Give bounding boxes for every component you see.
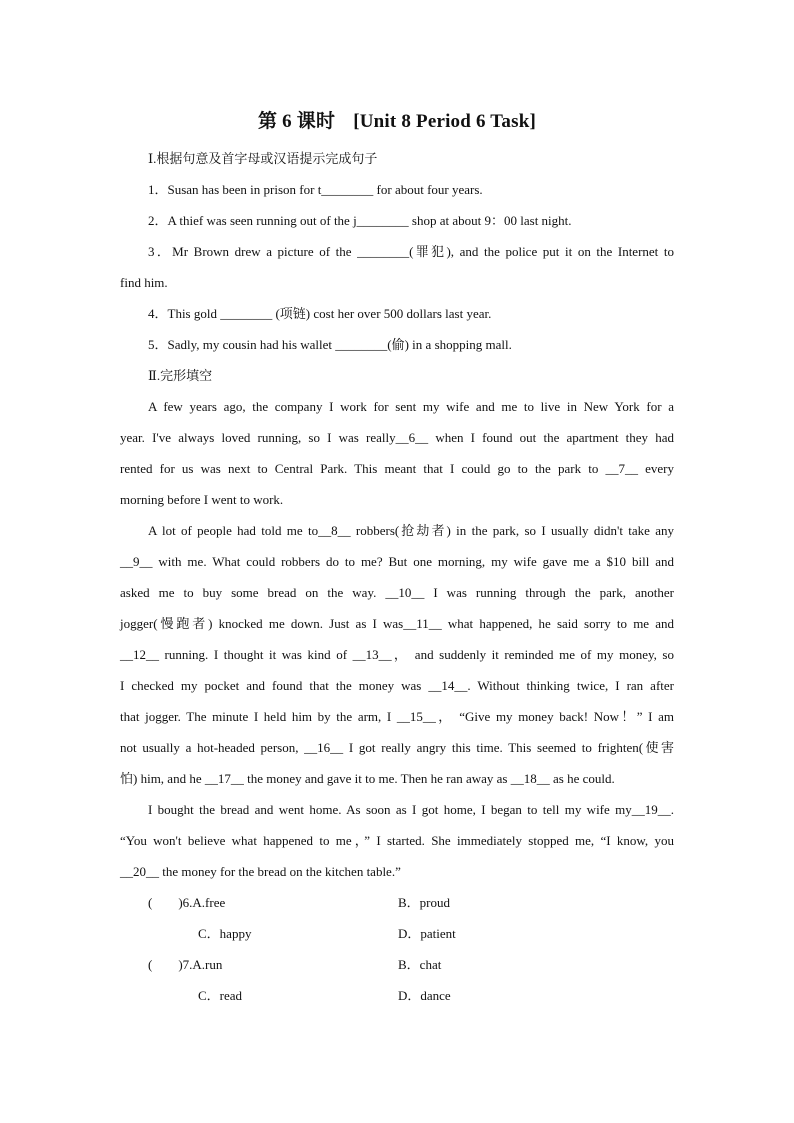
- page-title: [0, 106, 794, 133]
- passage-line: I checked my pocket and found that the money was __14__. Without thinking twice, I ran after: [120, 678, 674, 693]
- option-6b: B．proud: [398, 895, 451, 910]
- option-6a: ( )6.A.free: [148, 895, 226, 910]
- option-6c: C．happy: [198, 926, 252, 941]
- passage-line: rented for us was next to Central Park. This meant that I could go to the park to __7__ every: [120, 461, 674, 476]
- passage-line: jogger(慢跑者) knocked me down. Just as I was__11__ what happened, he said sorry to me and: [120, 616, 674, 631]
- option-row-7cd: [120, 980, 674, 1011]
- section1-heading: Ⅰ.根据句意及首字母或汉语提示完成句子: [148, 151, 378, 166]
- passage-line: 怕) him, and he __17__ the money and gave it to me. Then he ran away as __18__ as he could.: [120, 771, 615, 786]
- option-7c: C．read: [198, 988, 243, 1003]
- option-6d: D．patient: [398, 926, 456, 941]
- section1-item-4: 4．This gold ________ (项链) cost her over 500 dollars last year.: [148, 306, 492, 321]
- passage-line: __20__ the money for the bread on the kitchen table.”: [120, 864, 401, 879]
- option-7b: B．chat: [398, 957, 442, 972]
- passage-line: not usually a hot-headed person, __16__ I got really angry this time. This seemed to frighten(使害: [120, 740, 674, 755]
- section1-item-3-cont: find him.: [120, 275, 168, 290]
- section1-item-2: 2．A thief was seen running out of the j________ shop at about 9：00 last night.: [148, 213, 572, 228]
- passage-line: __9__ with me. What could robbers do to me? But one morning, my wife gave me a $10 bill and: [120, 554, 674, 569]
- option-row-6cd: [120, 918, 674, 949]
- option-7a: ( )7.A.run: [148, 957, 223, 972]
- section1-item-5: 5．Sadly, my cousin had his wallet ________(偷) in a shopping mall.: [148, 337, 512, 352]
- passage-line: “You won't believe what happened to me，” I started. She immediately stopped me, “I know, you: [120, 833, 674, 848]
- section2-heading: Ⅱ.完形填空: [148, 368, 213, 383]
- option-7d: D．dance: [398, 988, 451, 1003]
- passage-line: __12__ running. I thought it was kind of __13__， and suddenly it reminded me of my money, so: [120, 647, 674, 662]
- passage-line: asked me to buy some bread on the way. __10__ I was running through the park, another: [120, 585, 674, 600]
- passage-line: A few years ago, the company I work for sent my wife and me to live in New York for a: [148, 399, 674, 414]
- passage-line: year. I've always loved running, so I was really__6__ when I found out the apartment they had: [120, 430, 674, 445]
- passage-line: A lot of people had told me to__8__ robbers(抢劫者) in the park, so I usually didn't take any: [148, 523, 674, 538]
- title-lesson: 第 6 课时: [257, 111, 336, 132]
- section1-item-3: 3．Mr Brown drew a picture of the ________(罪犯), and the police put it on the Internet to: [148, 244, 674, 259]
- section1-item-1: 1．Susan has been in prison for t________ for about four years.: [148, 182, 483, 197]
- passage-line: that jogger. The minute I held him by the arm, I __15__， “Give my money back! Now！” I am: [120, 709, 674, 724]
- worksheet-content: [120, 143, 674, 1011]
- option-row-7ab: [120, 949, 674, 980]
- passage-line: morning before I went to work.: [120, 492, 284, 507]
- option-row-6ab: [120, 887, 674, 918]
- passage-line: I bought the bread and went home. As soon as I got home, I began to tell my wife my__19__.: [148, 802, 674, 817]
- title-unit: [Unit 8 Period 6 Task]: [353, 111, 537, 132]
